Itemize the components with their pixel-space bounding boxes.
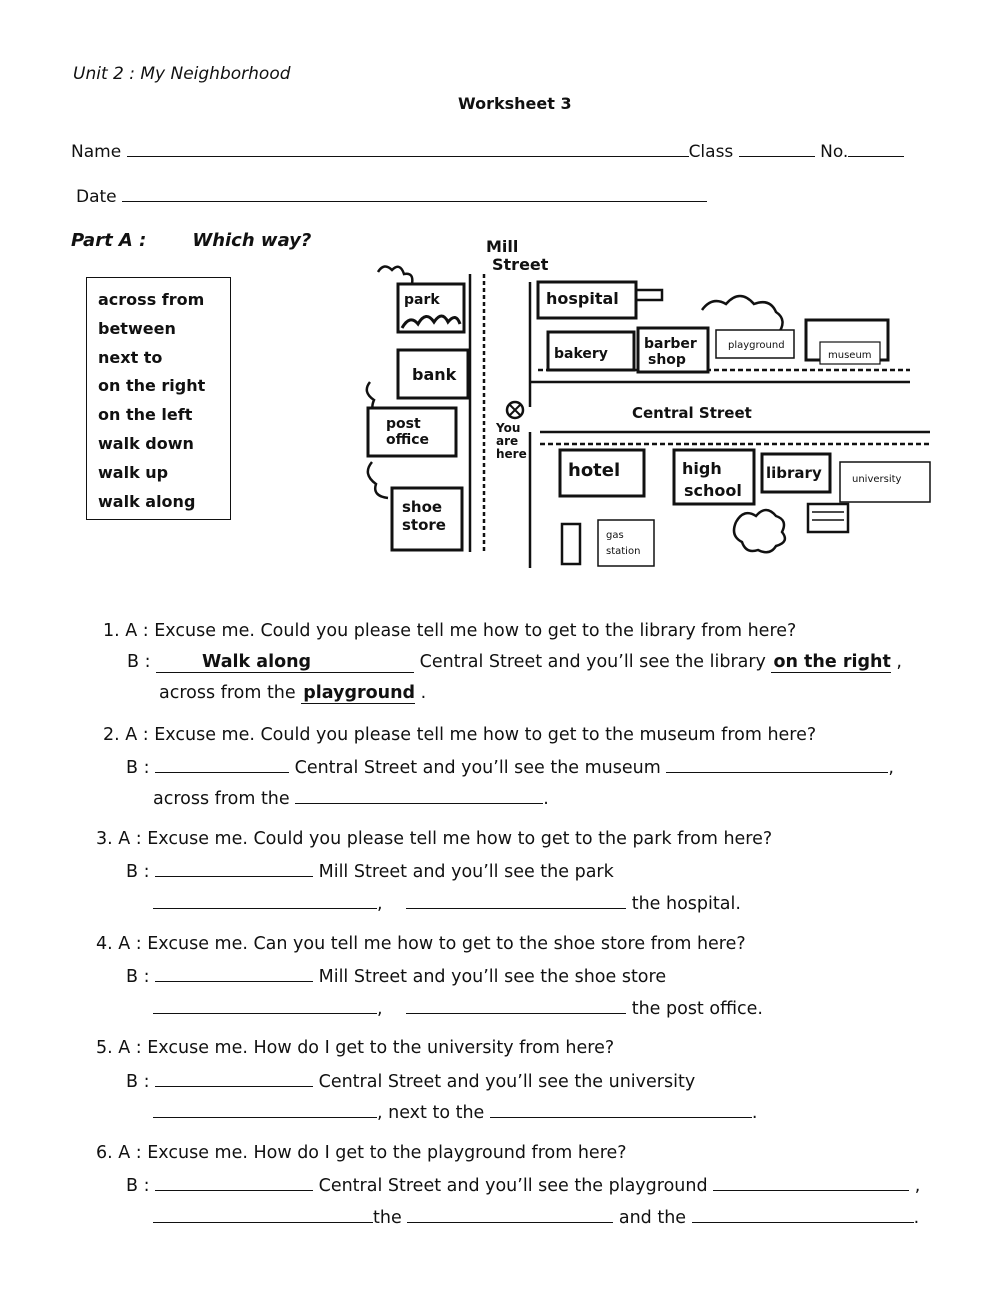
playground-area: [702, 296, 794, 358]
you-are-here-marker: [495, 402, 527, 461]
you-are-here-label-2: are: [496, 434, 519, 448]
mill-street-label-1: Mill: [486, 237, 519, 256]
word-box-item: walk along: [98, 491, 196, 511]
word-box-item: across from: [98, 290, 205, 309]
q5-b-label: B :: [126, 1072, 150, 1092]
word-box-item: on the left: [98, 405, 193, 425]
q3-line-c: [153, 892, 741, 914]
q2-c-text: across from the: [153, 789, 296, 809]
name-field[interactable]: [127, 140, 689, 157]
shoe-store-label-2: store: [402, 516, 446, 534]
q6-line-a: 6. A : Excuse me. How do I get to the playground from here?: [96, 1143, 627, 1163]
q1-b-end: ,: [890, 652, 902, 672]
post-office-building: [368, 408, 456, 456]
q3-c-end: the hospital.: [626, 894, 741, 914]
q1-answer-2[interactable]: on the right: [773, 652, 891, 672]
q3-line-b: [126, 860, 614, 882]
name-label: Name: [71, 142, 122, 162]
word-box-item: walk up: [98, 462, 169, 482]
q4-c-comma: ,: [377, 999, 383, 1019]
q2-c-end: .: [543, 789, 549, 809]
q1-line-b: [127, 652, 902, 673]
q1-line-c: [159, 683, 426, 704]
park-building: [398, 284, 464, 332]
part-a-heading: [71, 230, 311, 251]
shoe-store-label-1: shoe: [402, 498, 443, 516]
part-a-label: Part A :: [71, 230, 147, 251]
museum-label: museum: [828, 350, 872, 361]
part-a-title: Which way?: [192, 230, 312, 251]
q6-b-text: Central Street and you’ll see the playground: [313, 1176, 714, 1196]
word-box-item: next to: [98, 347, 163, 367]
high-school-label-1: high: [682, 459, 722, 478]
q5-blank-3[interactable]: [490, 1101, 752, 1118]
unit-title: Unit 2 : My Neighborhood: [73, 64, 291, 84]
q6-blank-3[interactable]: [153, 1206, 373, 1223]
q4-c-end: the post office.: [626, 999, 763, 1019]
q5-b-text: Central Street and you’ll see the university: [313, 1072, 696, 1092]
q2-line-b: [126, 756, 894, 778]
word-box: [86, 277, 231, 520]
q3-blank-3[interactable]: [406, 892, 626, 909]
barber-shop-label-2: shop: [648, 352, 686, 368]
map-drawing: [350, 232, 942, 570]
q4-blank-2[interactable]: [153, 997, 377, 1014]
gas-station-label-1: gas: [606, 530, 624, 541]
post-office-label-1: post: [386, 416, 421, 432]
bakery-building: [548, 332, 634, 370]
hotel-building: [560, 450, 644, 496]
q5-blank-2[interactable]: [153, 1101, 377, 1118]
central-street-label: Central Street: [632, 404, 752, 422]
library-label: library: [766, 464, 822, 482]
q1-b-label: B :: [127, 652, 151, 672]
hospital-building: [538, 282, 662, 318]
q1-c-text: across from the: [159, 683, 302, 703]
post-office-label-2: office: [386, 432, 430, 448]
bank-building: [398, 350, 468, 398]
q4-line-a: 4. A : Excuse me. Can you tell me how to get to the shoe store from here?: [96, 934, 746, 954]
bakery-label: bakery: [554, 346, 608, 362]
mill-street-label-2: Street: [492, 255, 549, 274]
word-box-item: between: [98, 318, 176, 338]
high-school-building: [674, 450, 754, 504]
class-label: Class: [688, 142, 734, 162]
q2-b-text: Central Street and you’ll see the museum: [289, 758, 667, 778]
library-building: [762, 454, 830, 492]
university-label: university: [852, 474, 902, 485]
q5-c-end: .: [751, 1103, 758, 1123]
q4-b-text: Mill Street and you’ll see the shoe store: [313, 967, 667, 987]
q4-blank-3[interactable]: [406, 997, 626, 1014]
q6-blank-1[interactable]: [155, 1174, 313, 1191]
q2-line-a: 2. A : Excuse me. Could you please tell me how to get to the museum from here?: [103, 725, 817, 745]
q5-line-c: [153, 1101, 757, 1123]
q3-b-label: B :: [126, 862, 150, 882]
q2-blank-1[interactable]: [155, 756, 289, 773]
date-field[interactable]: [122, 185, 707, 202]
q2-b-end: ,: [888, 758, 894, 778]
museum-building: [806, 320, 888, 364]
q6-c-the: the: [373, 1208, 408, 1228]
barber-shop-building: [638, 328, 708, 372]
q5-line-b: [126, 1070, 695, 1092]
no-label: No.: [820, 142, 849, 162]
q5-blank-1[interactable]: [155, 1070, 313, 1087]
neighborhood-map: [350, 232, 942, 570]
q3-b-text: Mill Street and you’ll see the park: [313, 862, 614, 882]
date-label: Date: [76, 187, 117, 207]
q3-blank-2[interactable]: [153, 892, 377, 909]
q2-b-label: B :: [126, 758, 150, 778]
q3-line-a: 3. A : Excuse me. Could you please tell me how to get to the park from here?: [96, 829, 773, 849]
high-school-label-2: school: [684, 481, 742, 500]
no-field[interactable]: [848, 140, 904, 157]
q6-c-and: and the: [613, 1208, 692, 1228]
word-box-item: walk down: [98, 433, 194, 453]
q3-blank-1[interactable]: [155, 860, 313, 877]
q5-line-a: 5. A : Excuse me. How do I get to the university from here?: [96, 1038, 615, 1058]
bank-label: bank: [412, 365, 457, 384]
q6-blank-2[interactable]: [713, 1174, 909, 1191]
q3-c-comma: ,: [377, 894, 383, 914]
q2-blank-3[interactable]: [295, 787, 543, 804]
q1-answer-1[interactable]: Walk along: [156, 652, 414, 673]
name-row: [71, 140, 904, 162]
park-label: park: [404, 292, 440, 308]
q6-blank-5[interactable]: [692, 1206, 914, 1223]
hospital-label: hospital: [546, 289, 619, 308]
q6-b-end: ,: [909, 1176, 921, 1196]
hotel-label: hotel: [568, 460, 621, 481]
q6-b-label: B :: [126, 1176, 150, 1196]
q1-line-a: 1. A : Excuse me. Could you please tell me how to get to the library from here?: [103, 621, 797, 641]
gas-station-building: [562, 520, 654, 566]
word-box-item: on the right: [98, 376, 206, 396]
worksheet-title: Worksheet 3: [458, 94, 572, 113]
q4-line-c: [153, 997, 763, 1019]
playground-label: playground: [728, 340, 785, 351]
q6-blank-4[interactable]: [407, 1206, 613, 1223]
you-are-here-label-3: here: [496, 447, 527, 461]
q4-line-b: [126, 965, 666, 987]
q4-b-label: B :: [126, 967, 150, 987]
q1-b-text: Central Street and you’ll see the library: [414, 652, 772, 672]
class-field[interactable]: [739, 140, 815, 157]
q4-blank-1[interactable]: [155, 965, 313, 982]
q6-c-end: .: [913, 1208, 920, 1228]
q6-line-b: [126, 1174, 920, 1196]
q6-line-c: [153, 1206, 919, 1228]
q2-blank-2[interactable]: [666, 756, 888, 773]
q1-c-end: .: [415, 683, 427, 703]
shoe-store-building: [392, 488, 462, 550]
barber-shop-label-1: barber: [644, 336, 697, 352]
q1-answer-3[interactable]: playground: [303, 683, 416, 703]
you-are-here-label-1: You: [496, 421, 521, 435]
gas-station-label-2: station: [606, 546, 641, 557]
q2-line-c: [153, 787, 549, 809]
q5-c-text: , next to the: [377, 1103, 490, 1123]
date-row: [76, 185, 707, 207]
